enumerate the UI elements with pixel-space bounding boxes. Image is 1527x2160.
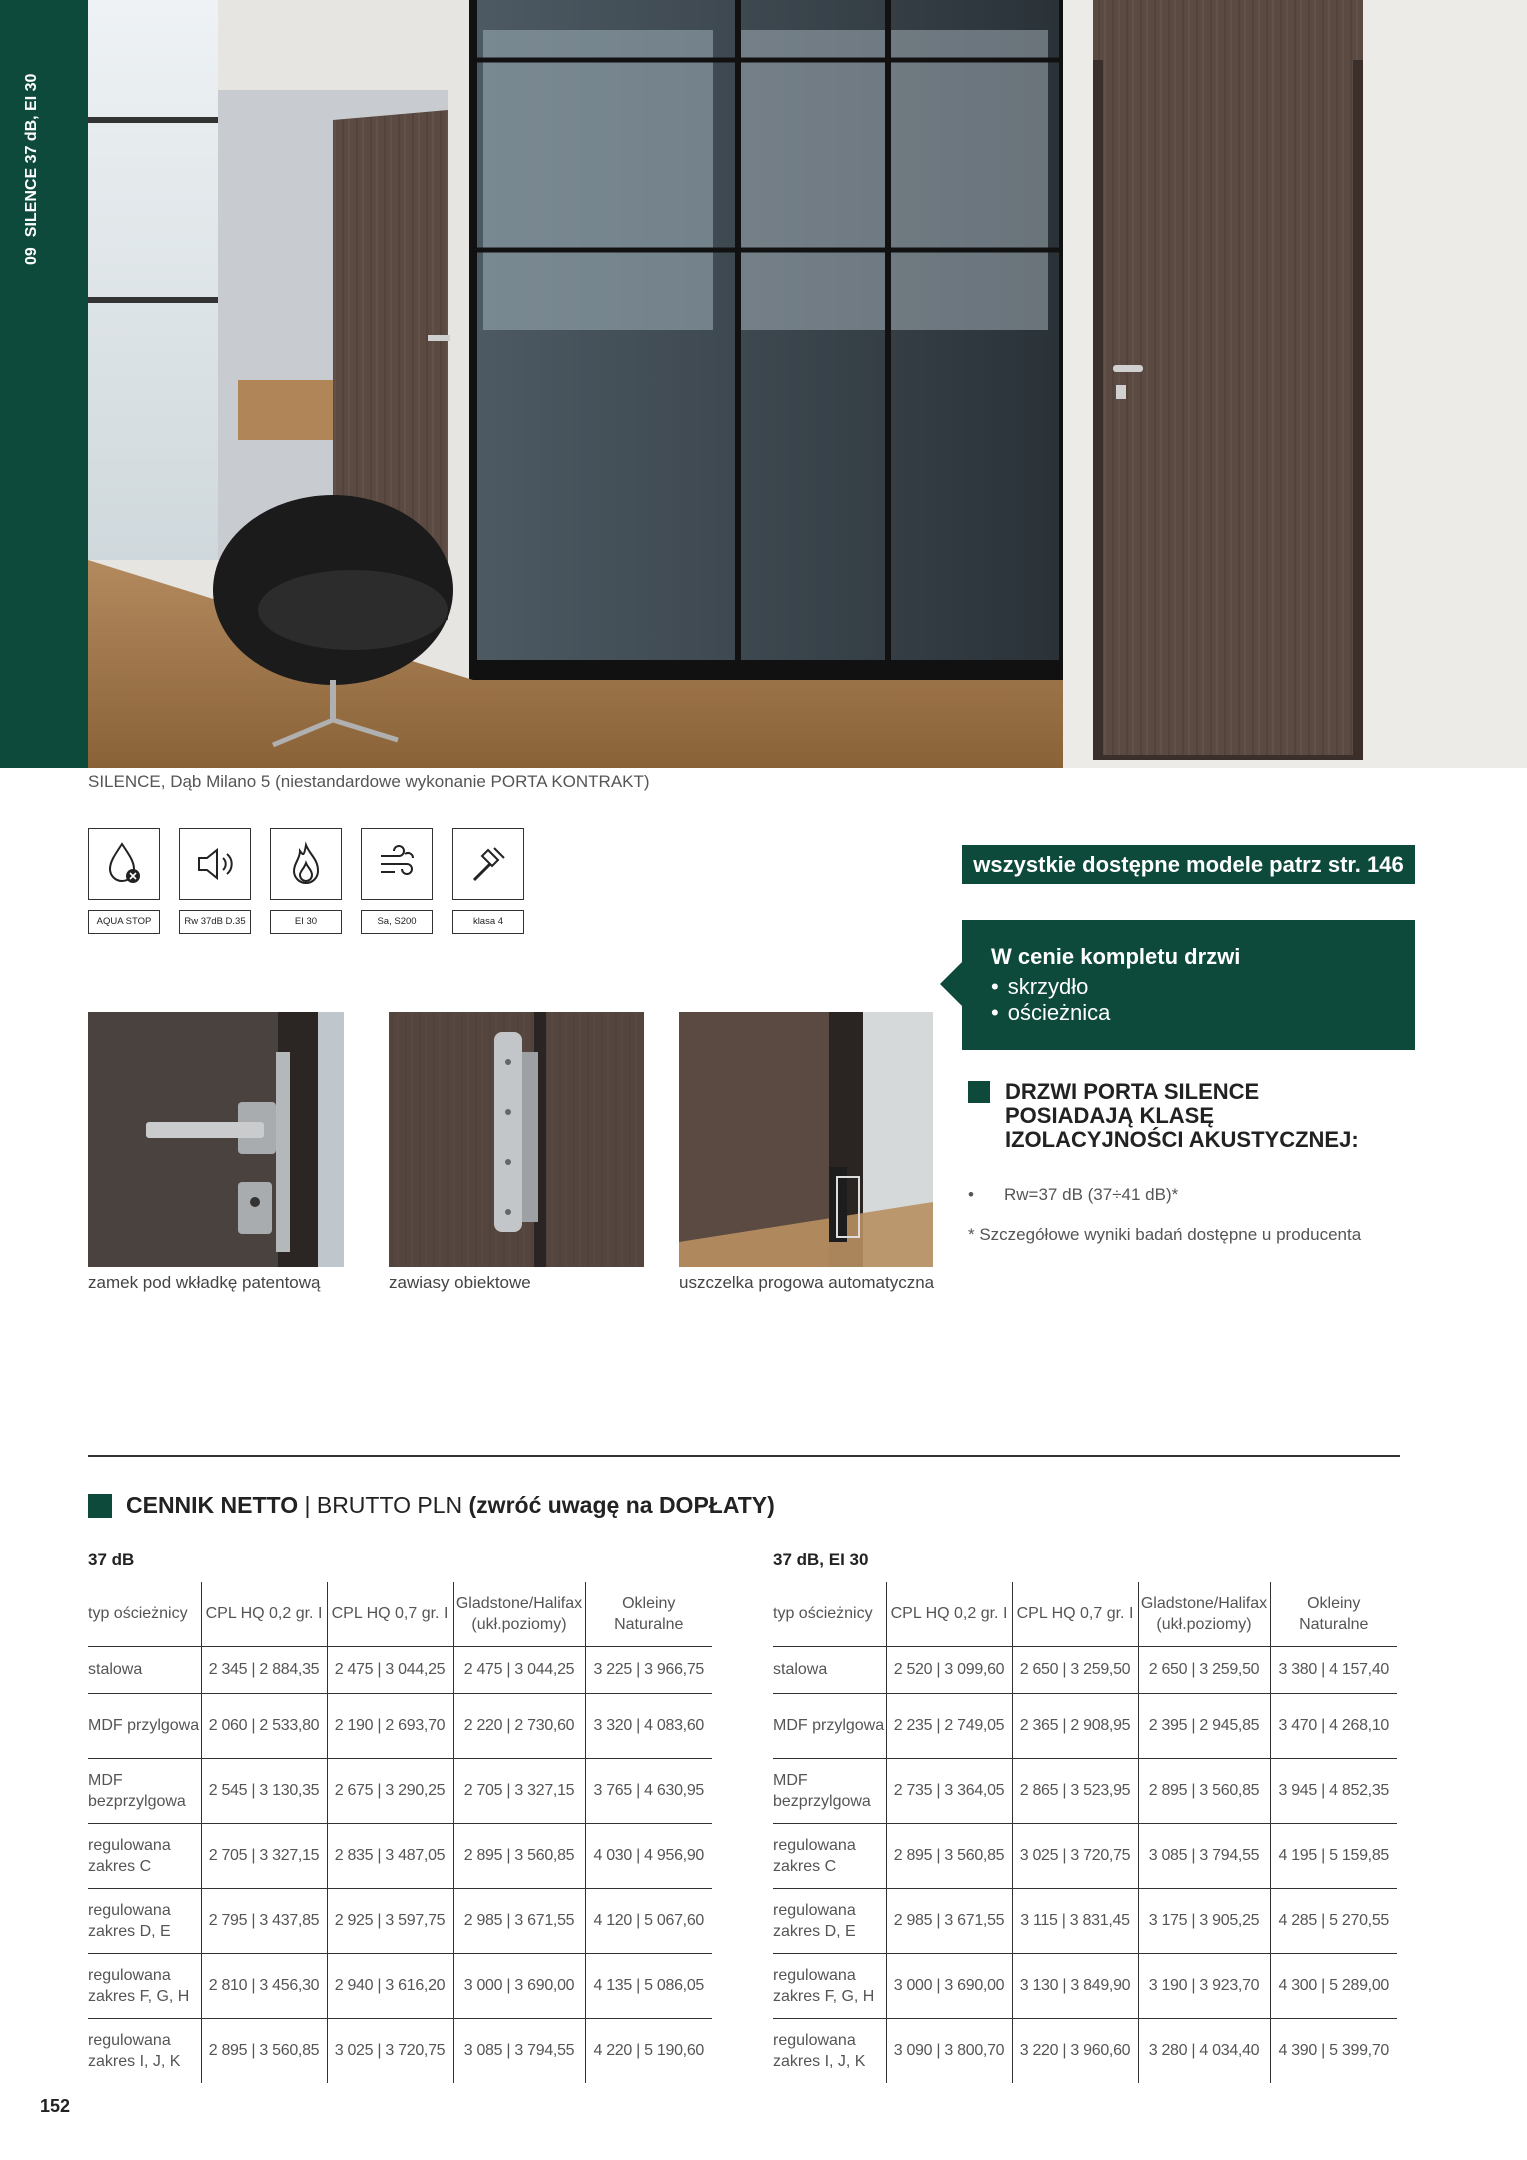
price-cell: 3 115 | 3 831,45	[1012, 1888, 1138, 1953]
table-name: 37 dB, EI 30	[773, 1550, 869, 1569]
table-header-cell: Gladstone/Halifax (ukł.poziomy)	[1138, 1582, 1270, 1646]
price-cell: 2 895 | 3 560,85	[201, 2018, 327, 2083]
hammer-icon	[452, 828, 524, 900]
table-name: 37 dB	[88, 1550, 135, 1569]
table-row	[88, 2018, 712, 2083]
price-cell: 3 765 | 4 630,95	[585, 1758, 712, 1823]
price-cell: 3 320 | 4 083,60	[585, 1693, 712, 1758]
price-cell: 2 895 | 3 560,85	[886, 1823, 1012, 1888]
price-cell: 3 470 | 4 268,10	[1270, 1693, 1397, 1758]
price-cell: 2 235 | 2 749,05	[886, 1693, 1012, 1758]
frame-type-cell: regulowana zakres I, J, K	[773, 2018, 886, 2083]
table-row	[773, 2018, 1397, 2083]
price-cell: 2 475 | 3 044,25	[453, 1646, 585, 1693]
detail-caption-lock: zamek pod wkładkę patentową	[88, 1273, 321, 1292]
price-cell: 2 220 | 2 730,60	[453, 1693, 585, 1758]
price-cell: 2 810 | 3 456,30	[201, 1953, 327, 2018]
price-box-item: • skrzydło	[991, 974, 1415, 1000]
table-row	[773, 1888, 1397, 1953]
price-cell: 3 025 | 3 720,75	[327, 2018, 453, 2083]
price-table-37db-ei30	[773, 1550, 1397, 2083]
table-header-cell: Okleiny Naturalne	[585, 1582, 712, 1646]
price-list-net-label: CENNIK NETTO	[126, 1492, 299, 1518]
price-cell: 3 085 | 3 794,55	[453, 2018, 585, 2083]
feature-burglary-class	[452, 828, 524, 934]
price-cell: 2 985 | 3 671,55	[886, 1888, 1012, 1953]
table-header-cell: Gladstone/Halifax (ukł.poziomy)	[453, 1582, 585, 1646]
acoustic-note: * Szczegółowe wyniki badań dostępne u producenta	[968, 1225, 1362, 1244]
price-cell: 3 190 | 3 923,70	[1138, 1953, 1270, 2018]
frame-type-cell: MDF przylgowa	[88, 1693, 201, 1758]
detail-caption-seal: uszczelka progowa automatyczna	[679, 1273, 935, 1292]
price-cell: 3 130 | 3 849,90	[1012, 1953, 1138, 2018]
price-cell: 2 795 | 3 437,85	[201, 1888, 327, 1953]
price-cell: 2 060 | 2 533,80	[201, 1693, 327, 1758]
price-cell: 2 705 | 3 327,15	[453, 1758, 585, 1823]
feature-fire	[270, 828, 342, 934]
table-row	[773, 1693, 1397, 1758]
frame-type-cell: regulowana zakres F, G, H	[773, 1953, 886, 2018]
price-cell: 3 945 | 4 852,35	[1270, 1758, 1397, 1823]
price-cell: 2 190 | 2 693,70	[327, 1693, 453, 1758]
section-title: SILENCE 37 dB, EI 30	[23, 73, 40, 238]
flame-icon	[270, 828, 342, 900]
price-cell: 2 520 | 3 099,60	[886, 1646, 1012, 1693]
price-cell: 4 390 | 5 399,70	[1270, 2018, 1397, 2083]
feature-smoke	[361, 828, 433, 934]
side-section-label	[12, 25, 52, 265]
price-cell: 2 650 | 3 259,50	[1012, 1646, 1138, 1693]
office-interior-illustration	[88, 0, 1527, 768]
speaker-icon	[179, 828, 251, 900]
price-cell: 2 675 | 3 290,25	[327, 1758, 453, 1823]
price-box-arrow	[940, 962, 962, 1006]
table-row	[773, 1646, 1397, 1693]
water-drop-icon	[88, 828, 160, 900]
price-cell: 2 895 | 3 560,85	[1138, 1758, 1270, 1823]
price-list-surcharge-note: (zwróć uwagę na DOPŁATY)	[468, 1492, 775, 1518]
price-cell: 2 705 | 3 327,15	[201, 1823, 327, 1888]
price-cell: 2 985 | 3 671,55	[453, 1888, 585, 1953]
price-cell: 4 300 | 5 289,00	[1270, 1953, 1397, 2018]
hero-photo	[88, 0, 1527, 768]
lock-detail-photo	[88, 1012, 344, 1267]
price-cell: 4 120 | 5 067,60	[585, 1888, 712, 1953]
frame-type-cell: MDF bezprzylgowa	[88, 1758, 201, 1823]
price-cell: 2 895 | 3 560,85	[453, 1823, 585, 1888]
smoke-icon	[361, 828, 433, 900]
acoustic-square-marker	[968, 1081, 990, 1103]
frame-type-cell: regulowana zakres C	[773, 1823, 886, 1888]
price-cell: 3 000 | 3 690,00	[453, 1953, 585, 2018]
feature-label: Sa, S200	[361, 910, 433, 934]
frame-type-cell: MDF bezprzylgowa	[773, 1758, 886, 1823]
table-row	[88, 1758, 712, 1823]
price-cell: 2 865 | 3 523,95	[1012, 1758, 1138, 1823]
frame-type-cell: regulowana zakres I, J, K	[88, 2018, 201, 2083]
price-cell: 2 365 | 2 908,95	[1012, 1693, 1138, 1758]
acoustic-title: DRZWI PORTA SILENCE POSIADAJĄ KLASĘ IZOLACYJNOŚCI AKUSTYCZNEJ:	[1005, 1079, 1359, 1152]
price-cell: 3 280 | 4 034,40	[1138, 2018, 1270, 2083]
feature-label: AQUA STOP	[88, 910, 160, 934]
threshold-seal-detail-photo	[679, 1012, 933, 1267]
price-cell: 2 545 | 3 130,35	[201, 1758, 327, 1823]
price-table	[773, 1582, 1397, 2083]
price-cell: 2 835 | 3 487,05	[327, 1823, 453, 1888]
hero-caption: SILENCE, Dąb Milano 5 (niestandardowe wykonanie PORTA KONTRAKT)	[88, 772, 650, 791]
price-cell: 2 925 | 3 597,75	[327, 1888, 453, 1953]
page-number: 152	[40, 2096, 71, 2116]
table-row	[88, 1888, 712, 1953]
table-row	[773, 1823, 1397, 1888]
section-divider	[88, 1455, 1400, 1457]
price-box-title: W cenie kompletu drzwi	[991, 944, 1241, 969]
table-row	[773, 1953, 1397, 2018]
feature-aqua-stop	[88, 828, 160, 934]
feature-label: Rw 37dB D.35	[179, 910, 251, 934]
frame-type-cell: regulowana zakres C	[88, 1823, 201, 1888]
price-list-gross-label: BRUTTO PLN	[316, 1492, 469, 1518]
price-cell: 4 030 | 4 956,90	[585, 1823, 712, 1888]
table-header-cell: typ ościeżnicy	[773, 1605, 873, 1623]
frame-type-cell: stalowa	[773, 1646, 886, 1693]
section-number: 09	[23, 247, 40, 265]
frame-type-cell: regulowana zakres F, G, H	[88, 1953, 201, 2018]
frame-type-cell: MDF przylgowa	[773, 1693, 886, 1758]
feature-acoustic	[179, 828, 251, 934]
acoustic-value: Rw=37 dB (37÷41 dB)*	[1004, 1185, 1179, 1204]
table-header-cell: CPL HQ 0,7 gr. I	[327, 1582, 453, 1646]
price-cell: 3 225 | 3 966,75	[585, 1646, 712, 1693]
table-header-cell: Okleiny Naturalne	[1270, 1582, 1397, 1646]
price-cell: 4 135 | 5 086,05	[585, 1953, 712, 2018]
price-list-title	[126, 1492, 775, 1519]
price-cell: 3 175 | 3 905,25	[1138, 1888, 1270, 1953]
acoustic-bullet: • Rw=37 dB (37÷41 dB)*	[968, 1185, 1179, 1204]
price-cell: 3 380 | 4 157,40	[1270, 1646, 1397, 1693]
cennik-square-marker	[88, 1494, 112, 1518]
price-cell: 3 220 | 3 960,60	[1012, 2018, 1138, 2083]
table-row	[88, 1693, 712, 1758]
price-cell: 2 475 | 3 044,25	[327, 1646, 453, 1693]
frame-type-cell: stalowa	[88, 1646, 201, 1693]
frame-type-cell: regulowana zakres D, E	[88, 1888, 201, 1953]
price-cell: 2 650 | 3 259,50	[1138, 1646, 1270, 1693]
price-cell: 2 395 | 2 945,85	[1138, 1693, 1270, 1758]
price-list-separator: |	[298, 1492, 317, 1518]
price-cell: 4 220 | 5 190,60	[585, 2018, 712, 2083]
price-cell: 4 195 | 5 159,85	[1270, 1823, 1397, 1888]
table-row	[88, 1646, 712, 1693]
price-cell: 3 000 | 3 690,00	[886, 1953, 1012, 2018]
feature-label: EI 30	[270, 910, 342, 934]
feature-label: klasa 4	[452, 910, 524, 934]
price-cell: 3 090 | 3 800,70	[886, 2018, 1012, 2083]
price-cell: 3 085 | 3 794,55	[1138, 1823, 1270, 1888]
table-row	[88, 1953, 712, 2018]
price-table-37db	[88, 1550, 712, 2083]
detail-caption-hinges: zawiasy obiektowe	[389, 1273, 531, 1292]
price-box-item: • ościeżnica	[991, 1000, 1415, 1026]
table-row	[88, 1823, 712, 1888]
price-cell: 4 285 | 5 270,55	[1270, 1888, 1397, 1953]
table-header-cell: CPL HQ 0,2 gr. I	[201, 1582, 327, 1646]
price-includes-box	[962, 920, 1415, 1050]
table-header-cell: CPL HQ 0,2 gr. I	[886, 1582, 1012, 1646]
price-cell: 3 025 | 3 720,75	[1012, 1823, 1138, 1888]
frame-type-cell: regulowana zakres D, E	[773, 1888, 886, 1953]
see-all-models-banner: wszystkie dostępne modele patrz str. 146	[962, 845, 1415, 884]
price-table	[88, 1582, 712, 2083]
table-header-cell: typ ościeżnicy	[88, 1605, 188, 1623]
price-cell: 2 735 | 3 364,05	[886, 1758, 1012, 1823]
hinges-detail-photo	[389, 1012, 644, 1267]
table-header-cell: CPL HQ 0,7 gr. I	[1012, 1582, 1138, 1646]
price-cell: 2 940 | 3 616,20	[327, 1953, 453, 2018]
table-row	[773, 1758, 1397, 1823]
price-cell: 2 345 | 2 884,35	[201, 1646, 327, 1693]
